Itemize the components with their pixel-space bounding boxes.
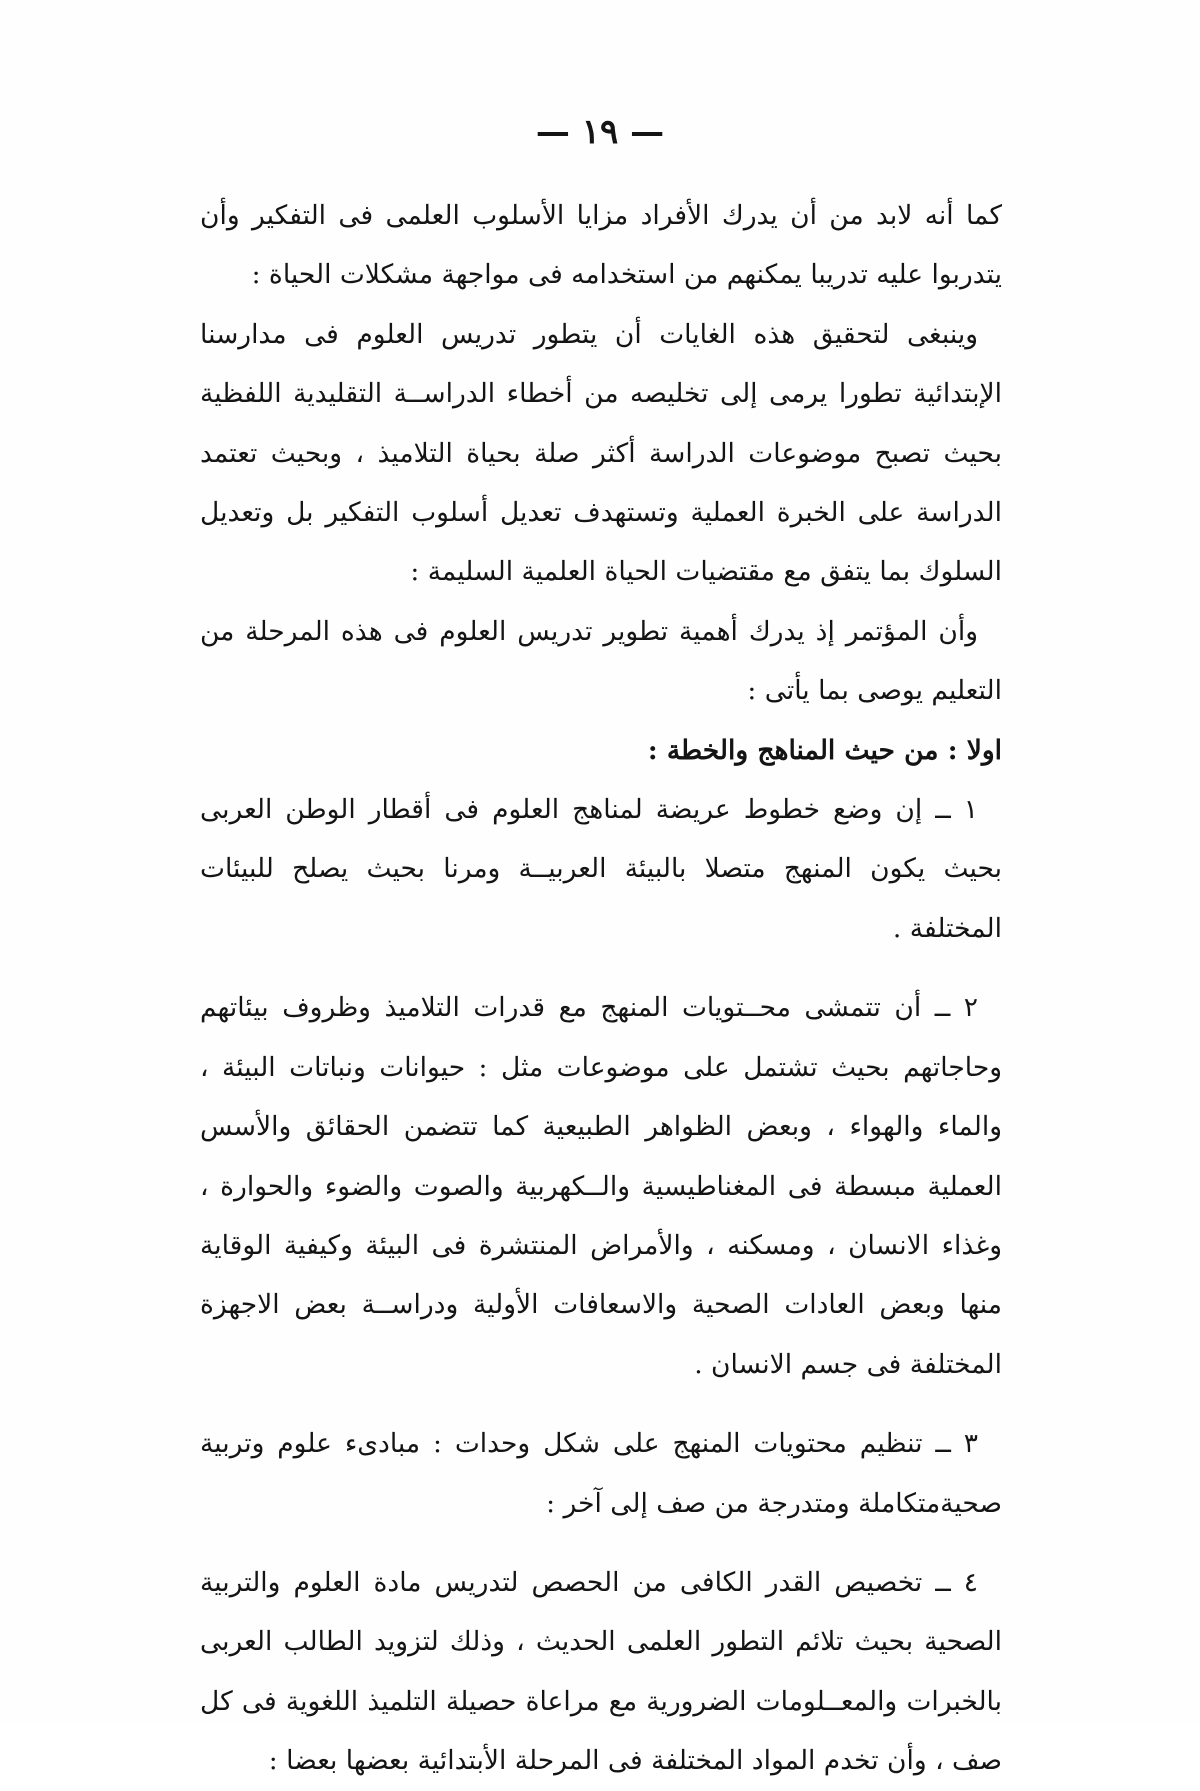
recommendation-item: ٣ ــ تنظيم محتويات المنهج على شكل وحدات : مبادىء علوم وتربية صحيةمتكاملة ومتدرجة من صف إلى آخر : — [200, 1428, 1002, 1519]
intro-paragraph: كما أنه لابد من أن يدرك الأفراد مزايا الأسلوب العلمى فى التفكير وأن يتدربوا عليه تدريبا يمكنهم من استخدامه فى مواجهة مشكلات الحياة : — [200, 200, 1002, 291]
page-number: — ١٩ — — [535, 112, 665, 152]
section-heading: اولا : من حيث المناهج والخطة : — [647, 734, 1002, 766]
intro-paragraph: وينبغى لتحقيق هذه الغايات أن يتطور تدريس العلوم فى مدارسنا الإبتدائية تطورا يرمى إلى تخليصه من أخطاء الدراســة التقليدية اللفظية بحيث تصبح موضوعات الدراسة أكثر صلة بحياة التلاميذ ، وبحيث تعتمد الدراسة على الخبرة العملية وتستهدف تعديل أسلوب التفكير بل وتعديل السلوك بما يتفق مع مقتضيات الحياة العلمية السليمة : — [200, 318, 1002, 588]
recommendation-item: ٤ ــ تخصيص القدر الكافى من الحصص لتدريس مادة العلوم والتربية الصحية بحيث تلائم التطور العلمى الحديث ، وذلك لتزويد الطالب العربى بالخبرات والمعــلومات الضرورية مع مراعاة حصيلة التلميذ اللغوية فى كل صف ، وأن تخدم المواد المختلفة فى المرحلة الأبتدائية بعضها بعضا : — [200, 1566, 1002, 1777]
recommendation-item: ١ ــ إن وضع خطوط عريضة لمناهج العلوم فى أقطار الوطن العربى بحيث يكون المنهج متصلا بالبيئة العربيــة ومرنا بحيث يصلح للبيئات المختلفة . — [200, 794, 1002, 944]
page-body — [200, 186, 1002, 1791]
intro-paragraph: وأن المؤتمر إذ يدرك أهمية تطوير تدريس العلوم فى هذه المرحلة من التعليم يوصى بما يأتى : — [200, 615, 1002, 707]
recommendation-item: ٢ ــ أن تتمشى محــتويات المنهج مع قدرات التلاميذ وظروف بيئاتهم وحاجاتهم بحيث تشتمل على موضوعات مثل : حيوانات ونباتات البيئة ، والماء والهواء ، وبعض الظواهر الطبيعية كما تتضمن الحقائق والأسس العملية مبسطة فى المغناطيسية والــكهربية والصوت والضوء والحوارة ، وغذاء الانسان ، ومسكنه ، والأمراض المنتشرة فى البيئة وكيفية الوقاية منها وبعض العادات الصحية والاسعافات الأولية ودراســة بعض الاجهزة المختلفة فى جسم الانسان . — [200, 992, 1002, 1380]
